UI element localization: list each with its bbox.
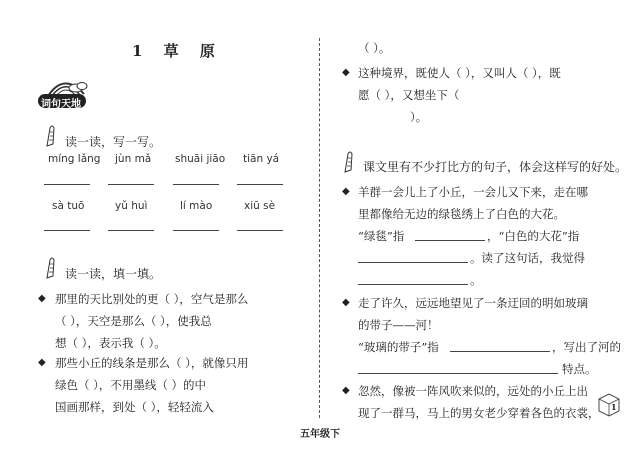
pinyin-1: míng lǎng — [48, 153, 101, 165]
lesson-title: 1 草 原 — [132, 42, 223, 60]
pinyin-4: tiān yá — [243, 153, 280, 165]
answer-line[interactable] — [44, 184, 90, 185]
answer-line[interactable] — [450, 351, 550, 352]
section-read-fill: 读一读，填一填。 — [65, 267, 162, 281]
fill-line: 。读了这句话，我觉得 — [470, 251, 585, 265]
bullet-diamond: ◆ — [342, 186, 350, 197]
pen-icon — [44, 256, 58, 280]
fill-line: ）。 — [410, 110, 428, 124]
answer-line[interactable] — [237, 230, 283, 231]
footer-grade: 五年级下 — [300, 429, 340, 440]
fill-line: 想（ ），表示我（ ）。 — [55, 336, 166, 350]
fill-line: 愿（ ），又想坐下（ — [358, 88, 460, 102]
answer-line[interactable] — [358, 262, 468, 263]
pen-icon — [44, 124, 58, 148]
pinyin-8: xiū sè — [244, 200, 276, 212]
fill-line: （ ）。 — [358, 41, 391, 55]
fill-line: 现了一群马，马上的男女老少穿着各色的衣裳， — [358, 406, 600, 420]
bullet-diamond: ◆ — [38, 293, 46, 304]
answer-line[interactable] — [173, 230, 219, 231]
fill-line: （ ），天空是那么（ ），使我总 — [55, 314, 212, 328]
cube-icon — [597, 392, 621, 418]
fill-line: 那些小丘的线条是那么（ ），就像只用 — [55, 356, 249, 370]
fill-line: 那里的天比别处的更（ ），空气是那么 — [55, 292, 249, 306]
bullet-diamond: ◆ — [342, 67, 350, 78]
pinyin-7: lí mào — [180, 200, 213, 212]
answer-line[interactable] — [358, 373, 558, 374]
answer-line[interactable] — [237, 184, 283, 185]
section-metaphor: 课文里有不少打比方的句子，体会这样写的好处。 — [363, 160, 628, 174]
page-number: 1 — [611, 402, 617, 412]
fill-line: “玻璃的带子”指 — [358, 340, 439, 354]
answer-line[interactable] — [415, 240, 485, 241]
answer-line[interactable] — [173, 184, 219, 185]
pinyin-6: yǔ huì — [115, 200, 148, 212]
badge-text: 词句天地 — [41, 99, 81, 110]
fill-line: 走了许久，远远地望见了一条迂回的明如玻璃 — [358, 296, 588, 310]
bullet-diamond: ◆ — [342, 297, 350, 308]
answer-line[interactable] — [108, 230, 154, 231]
fill-line: ，写出了河的 — [552, 340, 621, 354]
pinyin-3: shuāi jiāo — [175, 153, 226, 165]
section-read-write: 读一读，写一写。 — [65, 135, 162, 149]
column-divider — [319, 38, 320, 418]
fill-line: ，“白色的大花”指 — [487, 229, 580, 243]
fill-line: 里都像给无边的绿毯绣上了白色的大花。 — [358, 207, 565, 221]
fill-line: 特点。 — [562, 362, 597, 376]
answer-line[interactable] — [108, 184, 154, 185]
fill-line: 绿色（ ），不用墨线（ ）的中 — [55, 378, 207, 392]
pinyin-5: sà tuō — [52, 200, 85, 212]
fill-line: 的带子——河！ — [358, 318, 439, 332]
page-number-cube — [597, 392, 621, 422]
pinyin-2: jùn mǎ — [115, 153, 152, 165]
section-badge — [38, 74, 94, 114]
bullet-diamond: ◆ — [342, 385, 350, 396]
answer-line[interactable] — [44, 230, 90, 231]
fill-line: 羊群一会儿上了小丘，一会儿又下来，走在哪 — [358, 185, 588, 199]
fill-line: 这种境界，既使人（ ），又叫人（ ），既 — [358, 66, 561, 80]
pen-icon — [342, 150, 356, 174]
fill-line: 忽然，像被一阵风吹来似的，远处的小丘上出 — [358, 384, 588, 398]
fill-line: 国画那样，到处（ ），轻轻流入 — [55, 400, 214, 414]
bullet-diamond: ◆ — [38, 357, 46, 368]
fill-line: 。 — [470, 273, 482, 287]
fill-line: “绿毯”指 — [358, 229, 405, 243]
answer-line[interactable] — [358, 284, 468, 285]
